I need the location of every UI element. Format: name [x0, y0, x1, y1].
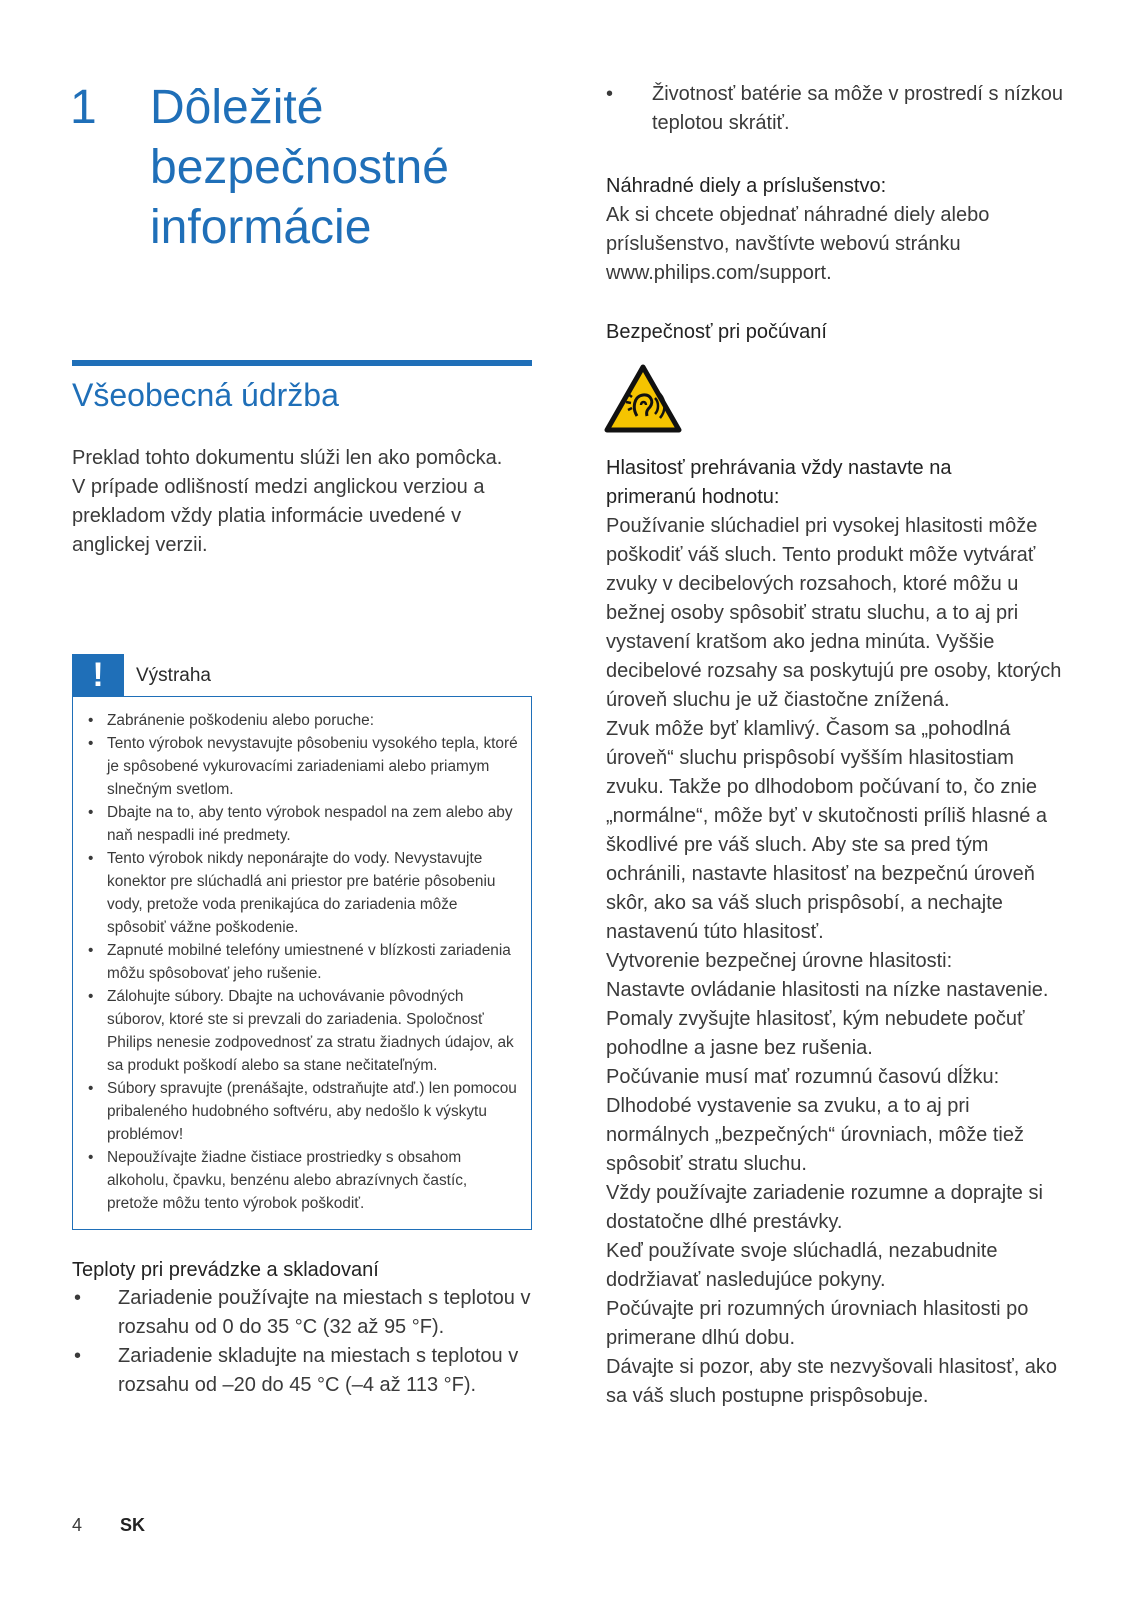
- exclamation-icon: !: [72, 654, 124, 696]
- warning-item: • Nepoužívajte žiadne čistiace prostriedky s obsahom alkoholu, čpavku, benzénu alebo abrazívnych častíc, pretože môžu tento výrobok poškodiť.: [83, 1146, 519, 1215]
- hearing-hazard-warning-icon: [604, 364, 682, 434]
- battery-item: • Životnosť batérie sa môže v prostredí s nízkou teplotou skrátiť.: [606, 80, 1064, 138]
- chapter-title-line: Dôležité: [150, 81, 324, 134]
- hearing-paragraph: Vytvorenie bezpečnej úrovne hlasitosti:: [606, 950, 953, 972]
- warning-box: [72, 696, 532, 1230]
- warning-item: • Dbajte na to, aby tento výrobok nespadol na zem alebo aby naň nespadli iné predmety.: [83, 801, 519, 847]
- hearing-paragraph: Nastavte ovládanie hlasitosti na nízke nastavenie.: [606, 979, 1049, 1001]
- hearing-heading-line: Hlasitosť prehrávania vždy nastavte na: [606, 457, 952, 479]
- warning-header: [72, 654, 532, 696]
- spare-parts-text: Ak si chcete objednať náhradné diely alebo príslušenstvo, navštívte webovú stránku www.philips.com/support.: [606, 204, 990, 284]
- temperature-title: Teploty pri prevádzke a skladovaní: [72, 1259, 379, 1281]
- hearing-paragraph: Keď používate svoje slúchadlá, nezabudnite dodržiavať nasledujúce pokyny.: [606, 1240, 998, 1291]
- hearing-paragraph: Vždy používajte zariadenie rozumne a doprajte si dostatočne dlhé prestávky.: [606, 1182, 1043, 1233]
- hearing-paragraph: Používanie slúchadiel pri vysokej hlasitosti môže poškodiť váš sluch. Tento produkt môže vytvárať zvuky v decibelových rozsahoch, ktoré môžu u bežnej osoby spôsobiť stratu sluchu, a to aj pri vystavení kratšom ako jedna minúta. Vyššie decibelové rozsahy sa poskytujú pre osoby, ktorých úroveň sluchu je už čiastočne znížená.: [606, 515, 1062, 711]
- intro-paragraph: Preklad tohto dokumentu slúži len ako pomôcka.: [72, 447, 503, 469]
- intro-paragraph: V prípade odlišností medzi anglickou verziou a prekladom vždy platia informácie uvedené v anglickej verzii.: [72, 476, 485, 556]
- chapter-title: [150, 78, 530, 258]
- warning-list: [83, 709, 519, 1215]
- listening-safety-title: Bezpečnosť pri počúvaní: [606, 321, 827, 343]
- hearing-body: [606, 512, 1064, 1411]
- hearing-heading-line: primeranú hodnotu:: [606, 486, 780, 508]
- hearing-paragraph: Dávajte si pozor, aby ste nezvyšovali hlasitosť, ako sa váš sluch postupne prispôsobuje.: [606, 1356, 1058, 1407]
- warning-panel: [72, 654, 532, 1230]
- page-number: 4: [72, 1515, 83, 1535]
- spare-parts-section: [606, 172, 1064, 288]
- warning-item: • Zálohujte súbory. Dbajte na uchovávanie pôvodných súborov, ktoré ste si prevzali do zariadenia. Spoločnosť Philips nenesie zodpovednosť za stratu žiadnych údajov, ak sa produkt poškodí alebo sa stane nečitateľným.: [83, 985, 519, 1077]
- chapter-number: 1: [70, 81, 97, 134]
- warning-item: • Súbory spravujte (prenášajte, odstraňujte atď.) len pomocou pribaleného hudobného softvéru, aby nedošlo k výskytu problémov!: [83, 1077, 519, 1146]
- hearing-paragraph: Počúvanie musí mať rozumnú časovú dĺžku:: [606, 1066, 1000, 1088]
- spare-parts-title: Náhradné diely a príslušenstvo:: [606, 175, 887, 197]
- temperature-list: [72, 1284, 532, 1400]
- chapter-title-line: informácie: [150, 201, 372, 254]
- warning-label: Výstraha: [136, 665, 211, 686]
- warning-item: • Tento výrobok nikdy neponárajte do vody. Nevystavujte konektor pre slúchadlá ani priestor pre batérie pôsobeniu vody, pretože voda prenikajúca do zariadenia môže spôsobiť vážne poškodenie.: [83, 847, 519, 939]
- section-title-general: Všeobecná údržba: [72, 377, 339, 413]
- hearing-paragraph: Pomaly zvyšujte hlasitosť, kým nebudete počuť pohodlne a jasne bez rušenia.: [606, 1008, 1025, 1059]
- chapter-title-line: bezpečnostné: [150, 141, 449, 194]
- hearing-paragraph: Počúvajte pri rozumných úrovniach hlasitosti po primerane dlhú dobu.: [606, 1298, 1029, 1349]
- hearing-heading: [606, 454, 1064, 512]
- battery-list: [606, 80, 1064, 138]
- intro-text: [72, 444, 532, 560]
- temperature-item: • Zariadenie používajte na miestach s teplotou v rozsahu od 0 do 35 °C (32 až 95 °F).: [72, 1284, 532, 1342]
- warning-item: • Tento výrobok nevystavujte pôsobeniu vysokého tepla, ktoré je spôsobené vykurovacími zariadeniami alebo priamym slnečným svetlom.: [83, 732, 519, 801]
- hearing-paragraph: Dlhodobé vystavenie sa zvuku, a to aj pri normálnych „bezpečných“ úrovniach, môže tiež spôsobiť stratu sluchu.: [606, 1095, 1024, 1175]
- hearing-section: [606, 454, 1064, 1411]
- warning-item: • Zabránenie poškodeniu alebo poruche:: [83, 709, 519, 732]
- temperature-item: • Zariadenie skladujte na miestach s teplotou v rozsahu od –20 do 45 °C (–4 až 113 °F).: [72, 1342, 532, 1400]
- language-code: SK: [120, 1515, 146, 1535]
- warning-item: • Zapnuté mobilné telefóny umiestnené v blízkosti zariadenia môžu spôsobovať jeho rušenie.: [83, 939, 519, 985]
- section-divider: [72, 360, 532, 366]
- hearing-paragraph: Zvuk môže byť klamlivý. Časom sa „pohodlná úroveň“ sluchu prispôsobí vyšším hlasitostiam zvuku. Takže po dlhodobom počúvaní to, čo znie „normálne“, môže byť v skutočnosti príliš hlasné a škodlivé pre váš sluch. Aby ste sa pred tým ochránili, nastavte hlasitosť na bezpečnú úroveň skôr, ako sa váš sluch prispôsobí, a nechajte nastavenú túto hlasitosť.: [606, 718, 1048, 943]
